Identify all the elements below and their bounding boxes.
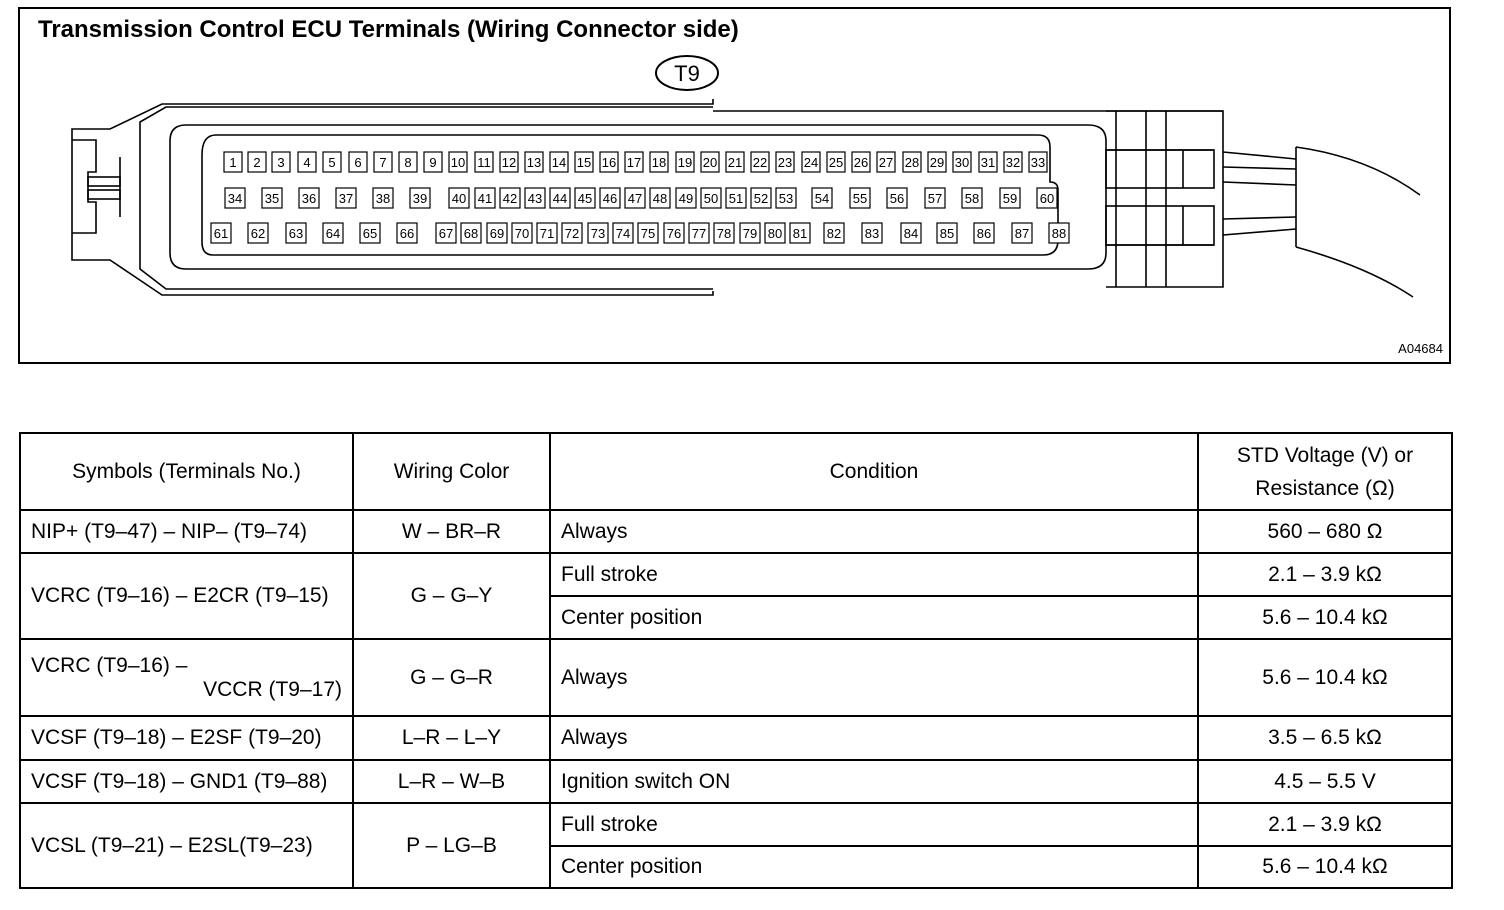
- pin-label: 87: [1014, 226, 1030, 241]
- row-symbol-line1: VCRC (T9–16) –: [31, 653, 188, 677]
- pin-label: 21: [727, 155, 743, 170]
- pin-label: 68: [463, 226, 479, 241]
- pin-label: 85: [939, 226, 955, 241]
- row-wiring-color: G – G–R: [353, 639, 550, 716]
- pin-label: 45: [577, 191, 593, 206]
- pin-label: 47: [627, 191, 643, 206]
- pin-label: 72: [564, 226, 580, 241]
- pin-label: 55: [852, 191, 868, 206]
- pin-label: 66: [399, 226, 415, 241]
- row-symbol: VCRC (T9–16) – E2CR (T9–15): [20, 553, 353, 639]
- pin-label: 38: [375, 191, 391, 206]
- row-wiring-color: L–R – W–B: [353, 760, 550, 803]
- pin-label: 75: [640, 226, 656, 241]
- pin-grid: [211, 152, 1069, 243]
- pin-label: 79: [742, 226, 758, 241]
- row-std-value: 560 – 680 Ω: [1198, 510, 1452, 553]
- table-row: [20, 553, 1452, 596]
- pin-label: 70: [514, 226, 530, 241]
- row-condition: Always: [550, 639, 1198, 716]
- figure-code: A04684: [1398, 341, 1443, 356]
- pin-label: 65: [362, 226, 378, 241]
- figure-title: Transmission Control ECU Terminals (Wiring Connector side): [38, 16, 739, 43]
- table-row: [20, 510, 1452, 553]
- pin-label: 73: [590, 226, 606, 241]
- pin-label: 76: [666, 226, 682, 241]
- pin-label: 1: [229, 155, 237, 170]
- row-condition: Ignition switch ON: [550, 760, 1198, 803]
- pin-label: 7: [379, 155, 387, 170]
- pin-label: 82: [826, 226, 842, 241]
- row-symbol: VCSL (T9–21) – E2SL(T9–23): [20, 803, 353, 888]
- pin-label: 56: [889, 191, 905, 206]
- row-std-value: 4.5 – 5.5 V: [1198, 760, 1452, 803]
- pin-label: 25: [828, 155, 844, 170]
- pin-label: 58: [964, 191, 980, 206]
- pin-label: 59: [1002, 191, 1018, 206]
- pin-label: 34: [227, 191, 243, 206]
- row-wiring-color: P – LG–B: [353, 803, 550, 888]
- pin-label: 2: [253, 155, 261, 170]
- pin-label: 30: [954, 155, 970, 170]
- row-symbol: NIP+ (T9–47) – NIP– (T9–74): [20, 510, 353, 553]
- pin-label: 83: [864, 226, 880, 241]
- pin-label: 41: [477, 191, 493, 206]
- pin-label: 18: [651, 155, 667, 170]
- pin-label: 86: [976, 226, 992, 241]
- pin-label: 31: [980, 155, 996, 170]
- pin-label: 3: [277, 155, 285, 170]
- pin-label: 8: [404, 155, 412, 170]
- pin-label: 36: [301, 191, 317, 206]
- table-row: [20, 716, 1452, 760]
- pin-label: 48: [652, 191, 668, 206]
- pin-label: 50: [703, 191, 719, 206]
- pin-label: 10: [450, 155, 466, 170]
- pin-label: 64: [325, 226, 341, 241]
- header-symbols: Symbols (Terminals No.): [20, 433, 353, 510]
- row-std-value: 2.1 – 3.9 kΩ: [1198, 553, 1452, 596]
- row-symbol: VCSF (T9–18) – E2SF (T9–20): [20, 716, 353, 760]
- pin-label: 6: [354, 155, 362, 170]
- row-std-value: 2.1 – 3.9 kΩ: [1198, 803, 1452, 846]
- pin-label: 62: [250, 226, 266, 241]
- header-wiring-color: Wiring Color: [353, 433, 550, 510]
- pin-label: 77: [691, 226, 707, 241]
- pin-label: 88: [1051, 226, 1067, 241]
- row-condition: Full stroke: [550, 803, 1198, 846]
- pin-label: 52: [753, 191, 769, 206]
- pin-label: 61: [213, 226, 229, 241]
- pin-label: 16: [601, 155, 617, 170]
- pin-label: 28: [904, 155, 920, 170]
- pin-label: 53: [778, 191, 794, 206]
- table-row: [20, 803, 1452, 846]
- pin-label: 23: [777, 155, 793, 170]
- pin-label: 11: [477, 155, 491, 170]
- pin-label: 22: [752, 155, 768, 170]
- pin-label: 44: [552, 191, 568, 206]
- pin-label: 69: [489, 226, 505, 241]
- pin-label: 33: [1030, 155, 1046, 170]
- row-condition: Full stroke: [550, 553, 1198, 596]
- pin-label: 37: [338, 191, 354, 206]
- pin-label: 67: [438, 226, 454, 241]
- pin-label: 49: [678, 191, 694, 206]
- pin-label: 71: [539, 226, 555, 241]
- table-row: [20, 760, 1452, 803]
- row-std-value: 5.6 – 10.4 kΩ: [1198, 639, 1452, 716]
- row-condition: Center position: [550, 846, 1198, 888]
- pin-label: 43: [527, 191, 543, 206]
- header-std-line2: Resistance (Ω): [1255, 476, 1395, 500]
- pin-label: 63: [288, 226, 304, 241]
- pin-label: 51: [728, 191, 744, 206]
- header-condition: Condition: [550, 433, 1198, 510]
- table-header-row: [20, 433, 1452, 510]
- pin-label: 13: [526, 155, 542, 170]
- pin-label: 46: [602, 191, 618, 206]
- row-wiring-color: G – G–Y: [353, 553, 550, 639]
- pin-label: 60: [1039, 191, 1055, 206]
- header-std-line1: STD Voltage (V) or: [1236, 443, 1414, 467]
- pin-label: 15: [576, 155, 592, 170]
- table-row: [20, 639, 1452, 716]
- pin-label: 81: [792, 226, 808, 241]
- pin-label: 80: [767, 226, 783, 241]
- pin-label: 74: [615, 226, 631, 241]
- connector-figure: [18, 7, 1451, 364]
- pin-label: 29: [929, 155, 945, 170]
- pin-label: 19: [677, 155, 693, 170]
- spec-table: [19, 432, 1453, 889]
- pin-label: 42: [502, 191, 518, 206]
- row-wiring-color: W – BR–R: [353, 510, 550, 553]
- pin-label: 20: [702, 155, 718, 170]
- connector-diagram: [18, 7, 1451, 364]
- pin-label: 32: [1005, 155, 1021, 170]
- pin-label: 54: [814, 191, 830, 206]
- pin-label: 12: [501, 155, 517, 170]
- pin-label: 84: [903, 226, 919, 241]
- row-condition: Always: [550, 510, 1198, 553]
- pin-label: 26: [853, 155, 869, 170]
- row-condition: Center position: [550, 596, 1198, 639]
- row-symbol: [20, 639, 353, 716]
- figure-frame: [19, 8, 1450, 363]
- pin-label: 24: [803, 155, 819, 170]
- row-std-value: 5.6 – 10.4 kΩ: [1198, 596, 1452, 639]
- row-std-value: 3.5 – 6.5 kΩ: [1198, 716, 1452, 760]
- pin-label: 17: [626, 155, 642, 170]
- connector-label: T9: [674, 61, 700, 86]
- row-std-value: 5.6 – 10.4 kΩ: [1198, 846, 1452, 888]
- pin-label: 40: [451, 191, 467, 206]
- pin-label: 9: [429, 155, 437, 170]
- pin-label: 78: [716, 226, 732, 241]
- row-symbol: VCSF (T9–18) – GND1 (T9–88): [20, 760, 353, 803]
- pin-label: 39: [412, 191, 428, 206]
- pin-label: 27: [878, 155, 894, 170]
- pin-label: 5: [328, 155, 336, 170]
- pin-label: 14: [551, 155, 567, 170]
- header-std-value: [1198, 433, 1452, 510]
- pin-label: 4: [303, 155, 311, 170]
- pin-label: 35: [264, 191, 280, 206]
- row-symbol-line2: VCCR (T9–17): [203, 677, 342, 701]
- row-wiring-color: L–R – L–Y: [353, 716, 550, 760]
- pin-label: 57: [927, 191, 943, 206]
- row-condition: Always: [550, 716, 1198, 760]
